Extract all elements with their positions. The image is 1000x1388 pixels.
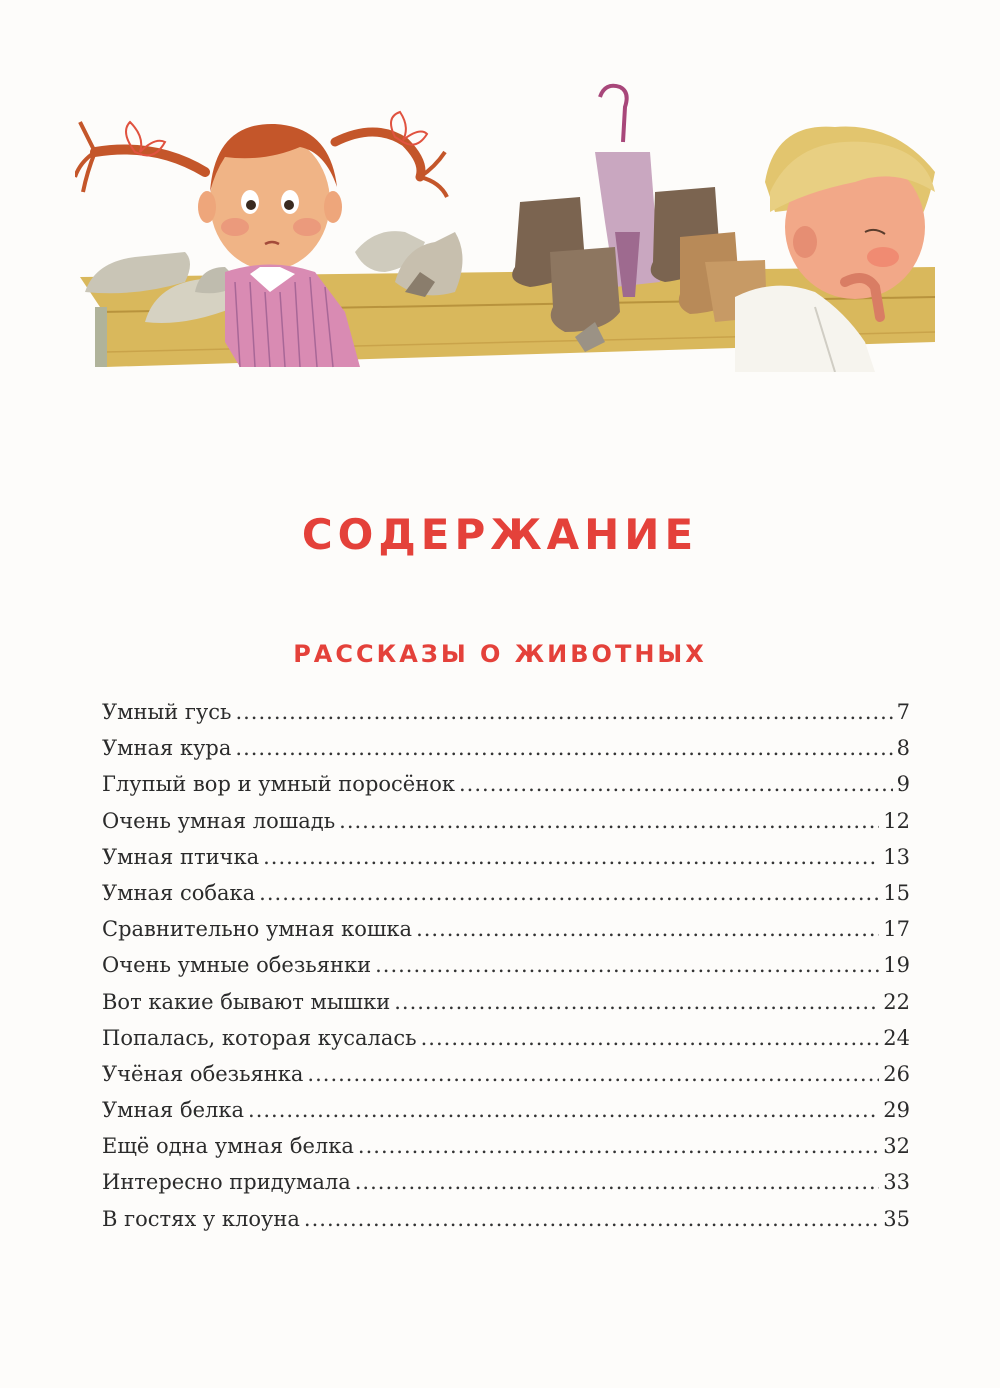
toc-entry[interactable] <box>102 736 910 772</box>
table-of-contents <box>102 700 910 1243</box>
toc-entry[interactable] <box>102 809 910 845</box>
toc-entry-page: 26 <box>883 1061 910 1086</box>
left-pigtail <box>95 150 205 173</box>
dot-leader <box>394 990 879 1014</box>
toc-entry-title: Вот какие бывают мышки <box>102 989 391 1014</box>
toc-entry-title: Ещё одна умная белка <box>102 1134 354 1159</box>
toc-entry-page: 13 <box>883 844 910 869</box>
toc-entry-page: 29 <box>883 1098 910 1123</box>
toc-entry[interactable] <box>102 700 910 736</box>
children-shoe-shop-illustration <box>75 82 945 372</box>
toc-entry-title: Учёная обезьянка <box>102 1061 304 1086</box>
dot-leader <box>248 1098 879 1122</box>
toc-entry-title: Очень умная лошадь <box>102 808 336 833</box>
section-title: РАССКАЗЫ О ЖИВОТНЫХ <box>293 640 707 668</box>
toc-entry-page: 17 <box>883 917 910 942</box>
toc-entry[interactable] <box>102 990 910 1026</box>
dot-leader <box>421 1026 880 1050</box>
toc-entry[interactable] <box>102 1170 910 1206</box>
toc-entry-title: Умная собака <box>102 880 256 905</box>
toc-entry[interactable] <box>102 1207 910 1243</box>
dot-leader <box>263 845 879 869</box>
toc-entry-page: 24 <box>883 1025 910 1050</box>
dot-leader <box>355 1170 880 1194</box>
toc-entry-page: 19 <box>883 953 910 978</box>
toc-entry-title: В гостях у клоуна <box>102 1206 300 1231</box>
toc-entry-title: Глупый вор и умный поросёнок <box>102 772 455 797</box>
umbrella-icon <box>600 86 627 142</box>
toc-entry-page: 12 <box>883 808 910 833</box>
toc-entry-page: 15 <box>883 880 910 905</box>
toc-entry-page: 32 <box>883 1134 910 1159</box>
page-title: СОДЕРЖАНИЕ <box>301 510 699 559</box>
toc-entry-page: 7 <box>896 700 910 724</box>
toc-entry[interactable] <box>102 772 910 808</box>
dot-leader <box>358 1134 879 1158</box>
toc-entry[interactable] <box>102 1134 910 1170</box>
dot-leader <box>304 1207 879 1231</box>
toc-entry-title: Интересно придумала <box>102 1170 351 1195</box>
toc-entry[interactable] <box>102 953 910 989</box>
toc-entry[interactable] <box>102 1098 910 1134</box>
toc-entry-page: 9 <box>896 772 910 797</box>
toc-entry[interactable] <box>102 1026 910 1062</box>
toc-entry-page: 33 <box>883 1170 910 1195</box>
dot-leader <box>375 953 879 977</box>
toc-entry-page: 8 <box>896 736 910 761</box>
dot-leader <box>259 881 879 905</box>
toc-entry-title: Попалась, которая кусалась <box>102 1025 417 1050</box>
toc-entry-title: Умная кура <box>102 736 232 761</box>
toc-entry-title: Умный гусь <box>102 700 232 724</box>
dot-leader <box>416 917 879 941</box>
dot-leader <box>339 809 879 833</box>
dot-leader <box>235 700 892 724</box>
dot-leader <box>235 736 892 760</box>
toc-entry-title: Умная белка <box>102 1098 245 1123</box>
toc-entry[interactable] <box>102 881 910 917</box>
toc-entry[interactable] <box>102 917 910 953</box>
toc-entry[interactable] <box>102 1062 910 1098</box>
dot-leader <box>459 772 893 796</box>
toc-entry-page: 35 <box>883 1206 910 1231</box>
toc-entry-title: Очень умные обезьянки <box>102 953 372 978</box>
toc-entry-title: Сравнительно умная кошка <box>102 917 413 942</box>
toc-entry[interactable] <box>102 845 910 881</box>
toc-entry-page: 22 <box>883 989 910 1014</box>
toc-entry-title: Умная птичка <box>102 844 260 869</box>
dot-leader <box>307 1062 879 1086</box>
